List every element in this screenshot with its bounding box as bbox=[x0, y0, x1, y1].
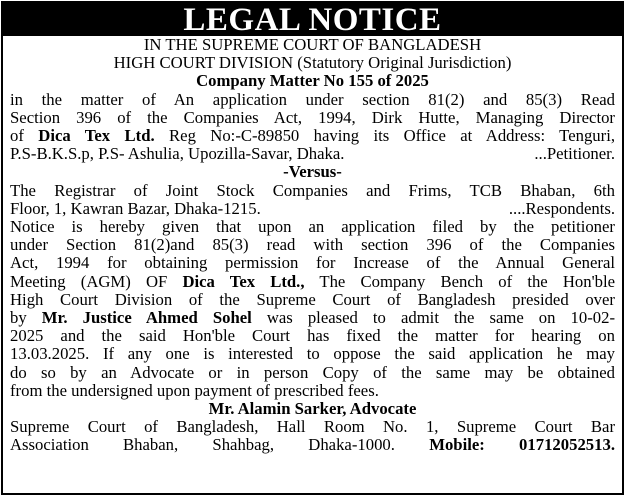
petition-line: in the matter of An application under section 81(2) and 85(3) Read bbox=[10, 89, 615, 109]
notice-text: The Company Bench of the Hon'ble bbox=[304, 271, 615, 291]
respondent-section bbox=[10, 182, 615, 218]
advocate-address bbox=[10, 436, 615, 454]
notice-line bbox=[10, 273, 615, 291]
petition-line: Section 396 of the Companies Act, 1994, Dirk Hutte, Managing Director bbox=[10, 107, 615, 127]
advocate-name: Mr. Alamin Sarker, Advocate bbox=[208, 399, 417, 419]
petition-text: Reg No:-C-89850 having its Office at Address: Tenguri, bbox=[154, 126, 615, 146]
notice-line: from the undersigned upon payment of prescribed fees. bbox=[10, 380, 379, 400]
company-matter-number: Company Matter No 155 of 2025 bbox=[196, 71, 429, 91]
petitioner-role: ...Petitioner. bbox=[534, 144, 615, 164]
advocate-address-text: Association Bhaban, Shahbag, Dhaka-1000. bbox=[10, 435, 430, 455]
notice-line: 2025 and the said Hon'ble Court has fixed the matter for hearing on bbox=[10, 326, 615, 346]
petition-line bbox=[10, 145, 615, 163]
court-name: IN THE SUPREME COURT OF BANGLADESH bbox=[143, 35, 482, 54]
notice-paragraph bbox=[10, 218, 615, 400]
respondent-role: ....Respondents. bbox=[508, 198, 615, 218]
respondent-line bbox=[10, 200, 615, 218]
petition-line bbox=[10, 127, 615, 145]
company-name: Dica Tex Ltd., bbox=[182, 271, 305, 291]
notice-line: under Section 81(2)and 85(3) read with section 396 of the Companies bbox=[10, 235, 615, 255]
notice-line: High Court Division of the Supreme Court of Bangladesh presided over bbox=[10, 289, 615, 309]
notice-line: Act, 1994 for obtaining permission for Increase of the Annual General bbox=[10, 253, 615, 273]
notice-line: do so by an Advocate or in person Copy of the same may be obtained bbox=[10, 362, 615, 382]
notice-text: was pleased to admit the same on 10-02- bbox=[251, 308, 616, 328]
court-division: HIGH COURT DIVISION (Statutory Original Jurisdiction) bbox=[113, 53, 512, 73]
notice-line: Notice is hereby given that upon an application filed by the petitioner bbox=[10, 217, 615, 237]
notice-title: LEGAL NOTICE bbox=[3, 3, 622, 36]
respondent-address: Floor, 1, Kawran Bazar, Dhaka-1215. bbox=[10, 198, 261, 218]
notice-text: Meeting (AGM) OF bbox=[10, 271, 183, 291]
respondent-line: The Registrar of Joint Stock Companies and Frims, TCB Bhaban, 6th bbox=[10, 180, 615, 200]
notice-text: by bbox=[10, 308, 42, 328]
legal-notice bbox=[1, 1, 624, 495]
versus-label: -Versus- bbox=[283, 162, 342, 182]
notice-body bbox=[3, 36, 622, 455]
notice-line bbox=[10, 309, 615, 327]
notice-line: 13.03.2025. If any one is interested to oppose the said application he may bbox=[10, 344, 615, 364]
petition-section bbox=[10, 91, 615, 164]
company-name: Dica Tex Ltd. bbox=[38, 126, 155, 146]
petition-text: of bbox=[10, 126, 39, 146]
judge-name: Mr. Justice Ahmed Sohel bbox=[41, 308, 252, 328]
petitioner-address: P.S-B.K.S.p, P.S- Ashulia, Upozilla-Savar, Dhaka. bbox=[10, 144, 345, 164]
advocate-address: Supreme Court of Bangladesh, Hall Room No. 1, Supreme Court Bar bbox=[10, 417, 615, 437]
advocate-mobile: Mobile: 01712052513. bbox=[429, 435, 615, 455]
